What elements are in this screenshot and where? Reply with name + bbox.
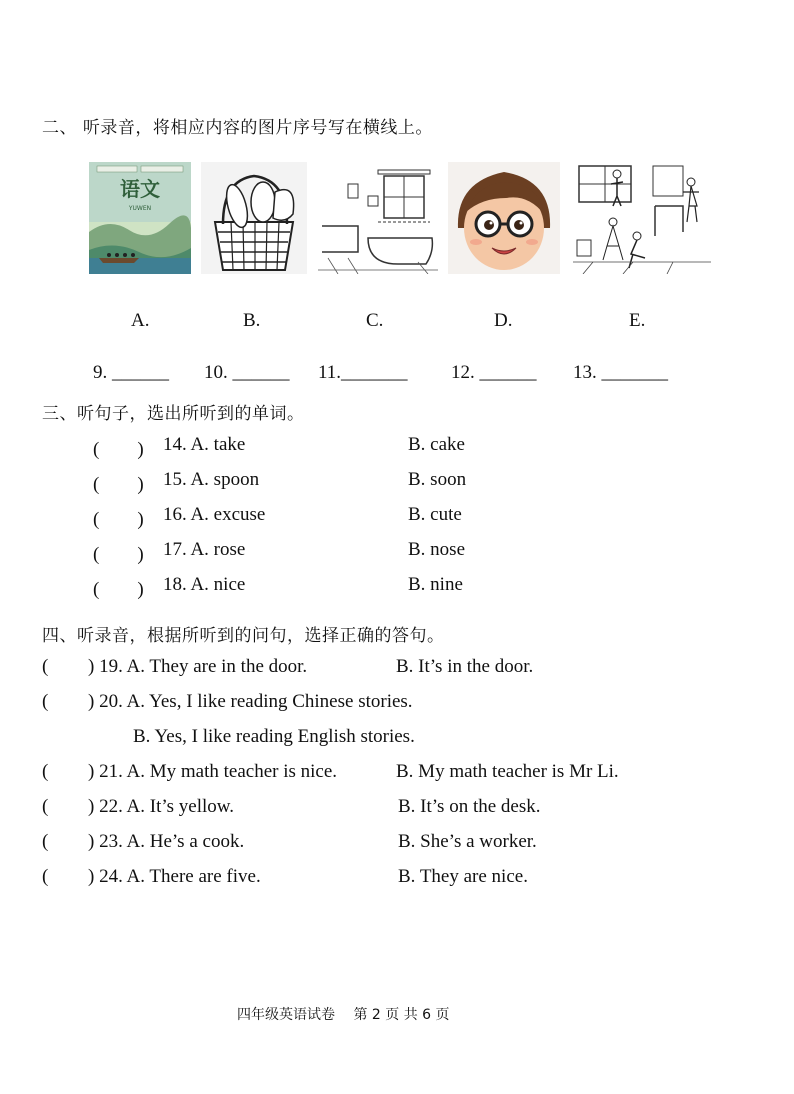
book-cover-title: 语文 bbox=[120, 177, 160, 201]
question-15-option-b: B. soon bbox=[408, 469, 467, 490]
answer-paren-19[interactable]: ( bbox=[42, 656, 49, 677]
answer-blank-9[interactable]: 9. ______ bbox=[93, 362, 169, 383]
answer-paren-17[interactable]: ( ) bbox=[93, 544, 144, 565]
picture-label-e: E. bbox=[629, 310, 646, 331]
section-4-heading: 四、听录音，根据所听到的问句，选择正确的答句。 bbox=[42, 626, 445, 646]
question-19-option-b: B. It’s in the door. bbox=[396, 656, 534, 677]
answer-paren-23[interactable]: ( bbox=[42, 831, 49, 852]
answer-paren-22[interactable]: ( bbox=[42, 796, 49, 817]
answer-paren-14[interactable]: ( ) bbox=[93, 439, 144, 460]
question-23-option-a: ) 23. A. He’s a cook. bbox=[88, 831, 245, 852]
answer-paren-20[interactable]: ( bbox=[42, 691, 49, 712]
question-14-option-b: B. cake bbox=[408, 434, 465, 455]
answer-blank-11[interactable]: 11._______ bbox=[318, 362, 408, 383]
picture-label-c: C. bbox=[366, 310, 384, 331]
answer-blank-12[interactable]: 12. ______ bbox=[451, 362, 537, 383]
page-footer: 四年级英语试卷 第 2 页 共 6 页 bbox=[237, 1007, 450, 1023]
answer-paren-21[interactable]: ( bbox=[42, 761, 49, 782]
section-2-heading: 二、 听录音，将相应内容的图片序号写在横线上。 bbox=[42, 118, 433, 138]
question-21-option-a: ) 21. A. My math teacher is nice. bbox=[88, 761, 338, 782]
answer-paren-18[interactable]: ( ) bbox=[93, 579, 144, 600]
picture-d-boy-with-glasses bbox=[448, 162, 560, 274]
section-3-heading: 三、听句子，选出所听到的单词。 bbox=[42, 404, 305, 424]
answer-paren-24[interactable]: ( bbox=[42, 866, 49, 887]
question-23-option-b: B. She’s a worker. bbox=[398, 831, 537, 852]
picture-b-food-basket bbox=[201, 162, 307, 274]
answer-paren-15[interactable]: ( ) bbox=[93, 474, 144, 495]
question-19-option-a: ) 19. A. They are in the door. bbox=[88, 656, 308, 677]
picture-e-cleaning-classroom bbox=[573, 162, 711, 274]
answer-blank-13[interactable]: 13. _______ bbox=[573, 362, 668, 383]
question-21-option-b: B. My math teacher is Mr Li. bbox=[396, 761, 619, 782]
picture-label-b: B. bbox=[243, 310, 261, 331]
question-18-option-b: B. nine bbox=[408, 574, 463, 595]
picture-label-a: A. bbox=[131, 310, 150, 331]
question-16-option-b: B. cute bbox=[408, 504, 462, 525]
question-22-option-b: B. It’s on the desk. bbox=[398, 796, 541, 817]
answer-paren-16[interactable]: ( ) bbox=[93, 509, 144, 530]
question-24-option-b: B. They are nice. bbox=[398, 866, 528, 887]
book-cover-subtitle: YUWEN bbox=[128, 205, 152, 212]
question-15-option-a: 15. A. spoon bbox=[163, 469, 260, 490]
question-22-option-a: ) 22. A. It’s yellow. bbox=[88, 796, 235, 817]
answer-blank-10[interactable]: 10. ______ bbox=[204, 362, 290, 383]
question-14-option-a: 14. A. take bbox=[163, 434, 246, 455]
question-24-option-a: ) 24. A. There are five. bbox=[88, 866, 261, 887]
question-17-option-b: B. nose bbox=[408, 539, 465, 560]
picture-c-bathroom bbox=[318, 162, 438, 274]
question-18-option-a: 18. A. nice bbox=[163, 574, 246, 595]
question-20-option-a: ) 20. A. Yes, I like reading Chinese stories. bbox=[88, 691, 413, 712]
picture-label-d: D. bbox=[494, 310, 513, 331]
question-17-option-a: 17. A. rose bbox=[163, 539, 246, 560]
picture-a-textbook-cover bbox=[89, 162, 191, 274]
question-20-option-b: B. Yes, I like reading English stories. bbox=[133, 726, 415, 747]
question-16-option-a: 16. A. excuse bbox=[163, 504, 266, 525]
